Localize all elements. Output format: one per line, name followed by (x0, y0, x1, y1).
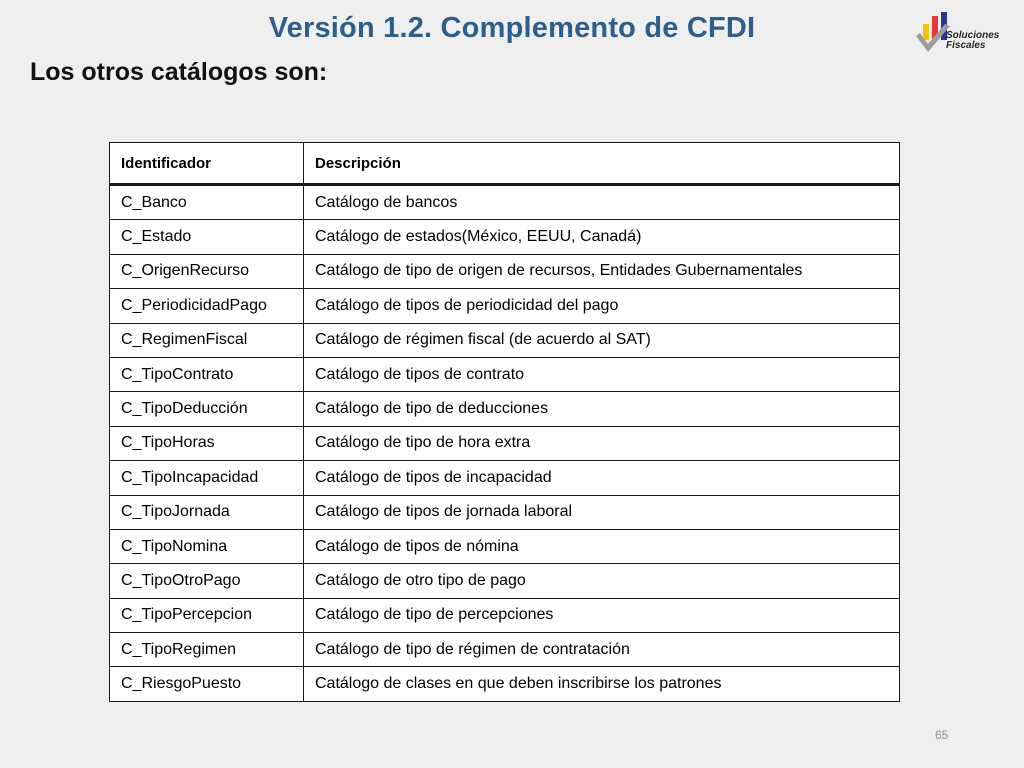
cell-desc: Catálogo de régimen fiscal (de acuerdo al SAT) (304, 323, 900, 357)
table-row (110, 323, 900, 357)
slide-title: Versión 1.2. Complemento de CFDI (268, 12, 756, 44)
cell-id: C_TipoDeducción (110, 392, 304, 426)
table-row (110, 667, 900, 701)
cell-id: C_OrigenRecurso (110, 254, 304, 288)
cell-desc: Catálogo de tipo de deducciones (304, 392, 900, 426)
table-row (110, 598, 900, 632)
cell-desc: Catálogo de tipo de percepciones (304, 598, 900, 632)
table-row (110, 254, 900, 288)
cell-desc: Catálogo de tipos de incapacidad (304, 461, 900, 495)
cell-id: C_PeriodicidadPago (110, 289, 304, 323)
cell-id: C_Estado (110, 220, 304, 254)
cell-desc: Catálogo de tipos de nómina (304, 529, 900, 563)
table-row (110, 185, 900, 220)
cell-id: C_TipoRegimen (110, 633, 304, 667)
header-descripcion: Descripción (304, 143, 900, 185)
page-number: 65 (935, 728, 949, 742)
table-row (110, 633, 900, 667)
table-row (110, 426, 900, 460)
cell-id: C_TipoJornada (110, 495, 304, 529)
cell-id: C_TipoPercepcion (110, 598, 304, 632)
table-row (110, 564, 900, 598)
cell-id: C_RiesgoPuesto (110, 667, 304, 701)
cell-id: C_TipoIncapacidad (110, 461, 304, 495)
cell-desc: Catálogo de tipo de régimen de contratación (304, 633, 900, 667)
cell-id: C_TipoOtroPago (110, 564, 304, 598)
slide-subtitle: Los otros catálogos son: (30, 58, 328, 86)
cell-desc: Catálogo de otro tipo de pago (304, 564, 900, 598)
table-row (110, 392, 900, 426)
cell-id: C_Banco (110, 185, 304, 220)
table-row (110, 529, 900, 563)
table-row (110, 289, 900, 323)
logo-text-line1: Soluciones (946, 30, 1000, 41)
logo-text-line2: Fiscales (946, 40, 986, 51)
table-row (110, 495, 900, 529)
cell-id: C_TipoContrato (110, 357, 304, 391)
cell-desc: Catálogo de bancos (304, 185, 900, 220)
cell-id: C_TipoHoras (110, 426, 304, 460)
catalog-table (109, 142, 900, 702)
cell-desc: Catálogo de tipos de jornada laboral (304, 495, 900, 529)
cell-id: C_RegimenFiscal (110, 323, 304, 357)
logo-bar-yellow (923, 24, 929, 40)
table-row (110, 357, 900, 391)
logo-text (946, 31, 999, 51)
cell-desc: Catálogo de tipo de hora extra (304, 426, 900, 460)
cell-id: C_TipoNomina (110, 529, 304, 563)
header-identificador: Identificador (110, 143, 304, 185)
table-header-row (110, 143, 900, 185)
cell-desc: Catálogo de estados(México, EEUU, Canadá) (304, 220, 900, 254)
table-row (110, 220, 900, 254)
cell-desc: Catálogo de tipos de contrato (304, 357, 900, 391)
table-row (110, 461, 900, 495)
cell-desc: Catálogo de tipo de origen de recursos, Entidades Gubernamentales (304, 254, 900, 288)
cell-desc: Catálogo de tipos de periodicidad del pago (304, 289, 900, 323)
cell-desc: Catálogo de clases en que deben inscribirse los patrones (304, 667, 900, 701)
